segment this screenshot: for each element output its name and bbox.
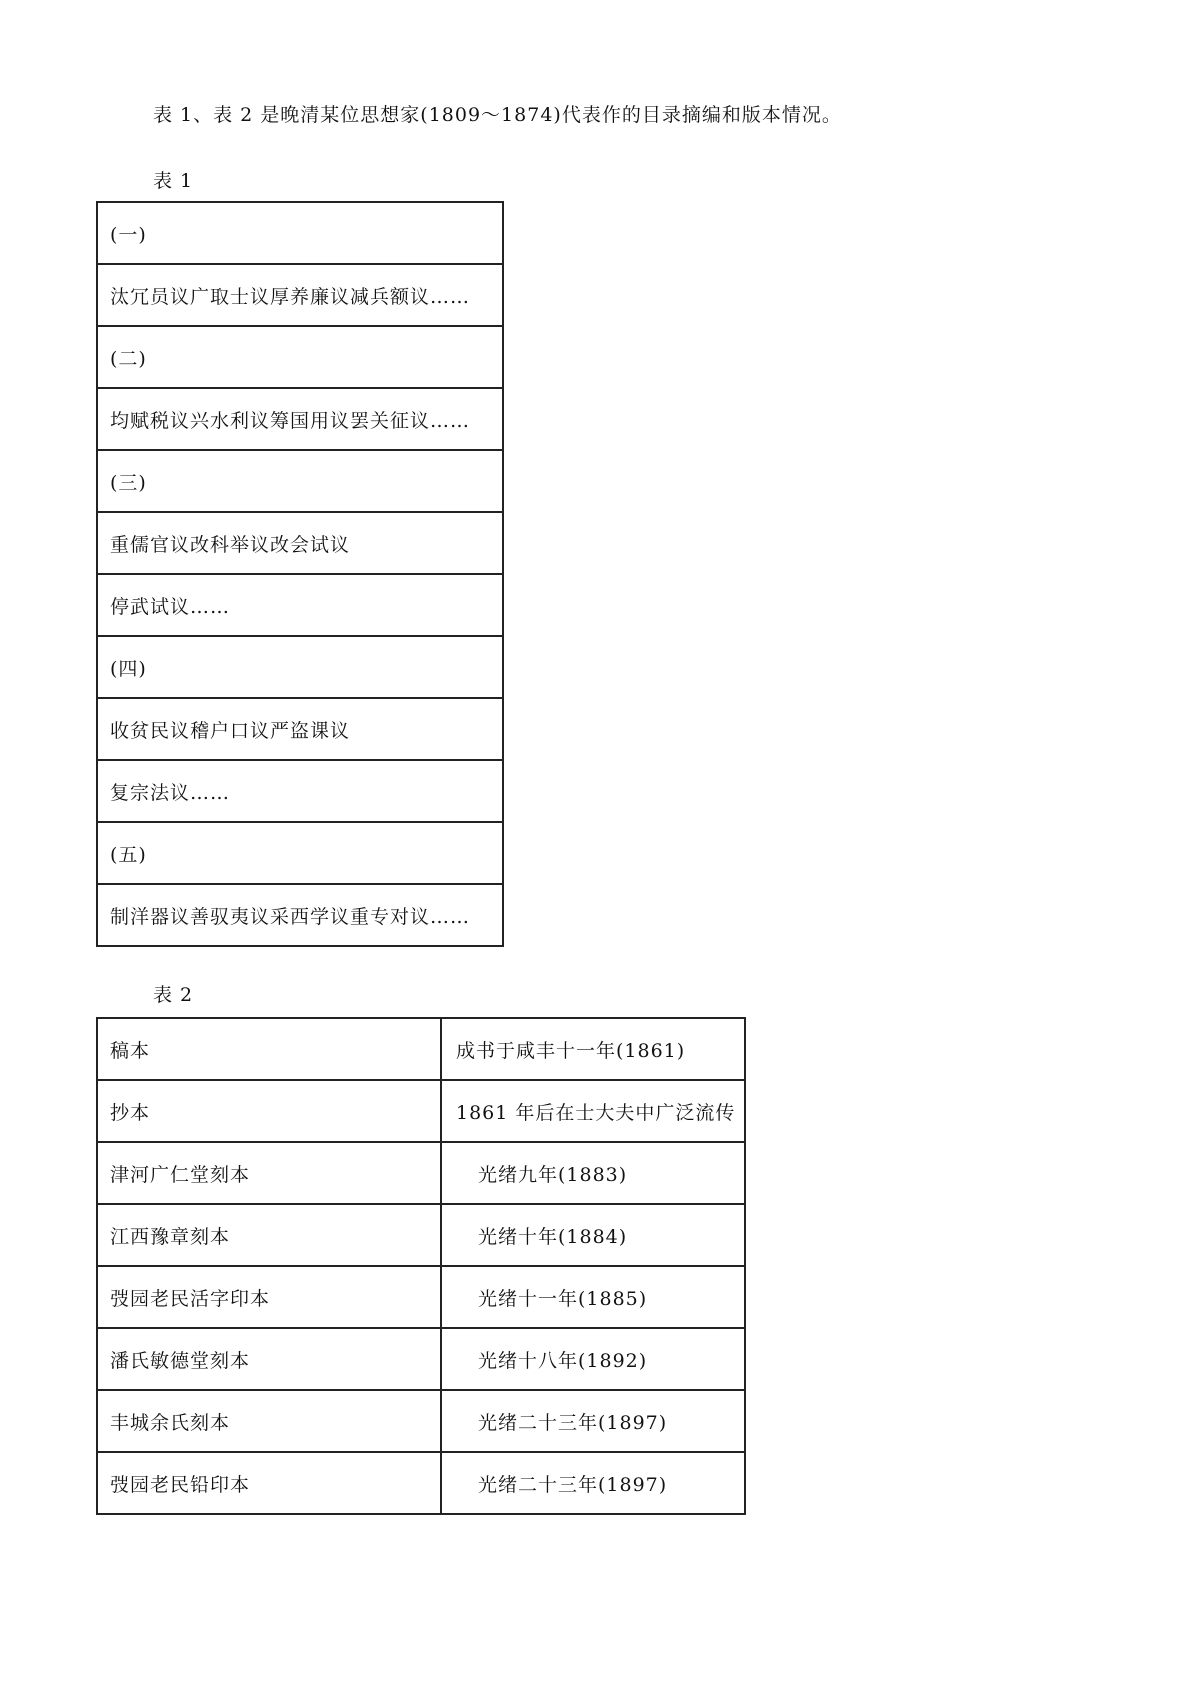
table-row	[97, 698, 503, 760]
table-cell: 停武试议……	[97, 574, 503, 636]
table2-editions	[96, 1017, 746, 1515]
table-cell: 均赋税议兴水利议筹国用议罢关征议……	[97, 388, 503, 450]
edition-cell: 弢园老民活字印本	[97, 1266, 441, 1328]
date-cell: 光绪十一年(1885)	[441, 1266, 745, 1328]
table-cell: (三)	[97, 450, 503, 512]
table-row	[97, 202, 503, 264]
intro-paragraph: 表 1、表 2 是晚清某位思想家(1809～1874)代表作的目录摘编和版本情况。	[153, 104, 842, 126]
table-cell: (二)	[97, 326, 503, 388]
table-row	[97, 574, 503, 636]
date-cell: 光绪十年(1884)	[441, 1204, 745, 1266]
table-row	[97, 1328, 745, 1390]
table-row	[97, 388, 503, 450]
table-row	[97, 450, 503, 512]
table-cell: 汰冗员议广取士议厚养廉议减兵额议……	[97, 264, 503, 326]
table-cell: 重儒官议改科举议改会试议	[97, 512, 503, 574]
edition-cell: 江西豫章刻本	[97, 1204, 441, 1266]
edition-cell: 稿本	[97, 1018, 441, 1080]
date-cell: 光绪十八年(1892)	[441, 1328, 745, 1390]
date-cell: 成书于咸丰十一年(1861)	[441, 1018, 745, 1080]
date-cell: 光绪二十三年(1897)	[441, 1390, 745, 1452]
table-row	[97, 636, 503, 698]
table-cell: 收贫民议稽户口议严盗课议	[97, 698, 503, 760]
table-row	[97, 1390, 745, 1452]
date-cell: 光绪二十三年(1897)	[441, 1452, 745, 1514]
table-row	[97, 1204, 745, 1266]
edition-cell: 津河广仁堂刻本	[97, 1142, 441, 1204]
table-cell: (四)	[97, 636, 503, 698]
table-row	[97, 326, 503, 388]
table-cell: 复宗法议……	[97, 760, 503, 822]
table1-caption: 表 1	[153, 170, 194, 192]
table2-caption: 表 2	[153, 984, 194, 1006]
table-row	[97, 1266, 745, 1328]
table-row	[97, 1452, 745, 1514]
date-cell: 1861 年后在士大夫中广泛流传	[441, 1080, 745, 1142]
edition-cell: 弢园老民铅印本	[97, 1452, 441, 1514]
table-row	[97, 264, 503, 326]
edition-cell: 潘氏敏德堂刻本	[97, 1328, 441, 1390]
table-row	[97, 760, 503, 822]
edition-cell: 丰城余氏刻本	[97, 1390, 441, 1452]
table-row	[97, 1142, 745, 1204]
table-row	[97, 884, 503, 946]
table-cell: (五)	[97, 822, 503, 884]
table-row	[97, 1080, 745, 1142]
table-cell: 制洋器议善驭夷议采西学议重专对议……	[97, 884, 503, 946]
table-row	[97, 822, 503, 884]
table-row	[97, 512, 503, 574]
edition-cell: 抄本	[97, 1080, 441, 1142]
table-row	[97, 1018, 745, 1080]
table-cell: (一)	[97, 202, 503, 264]
table1-contents	[96, 201, 504, 947]
date-cell: 光绪九年(1883)	[441, 1142, 745, 1204]
